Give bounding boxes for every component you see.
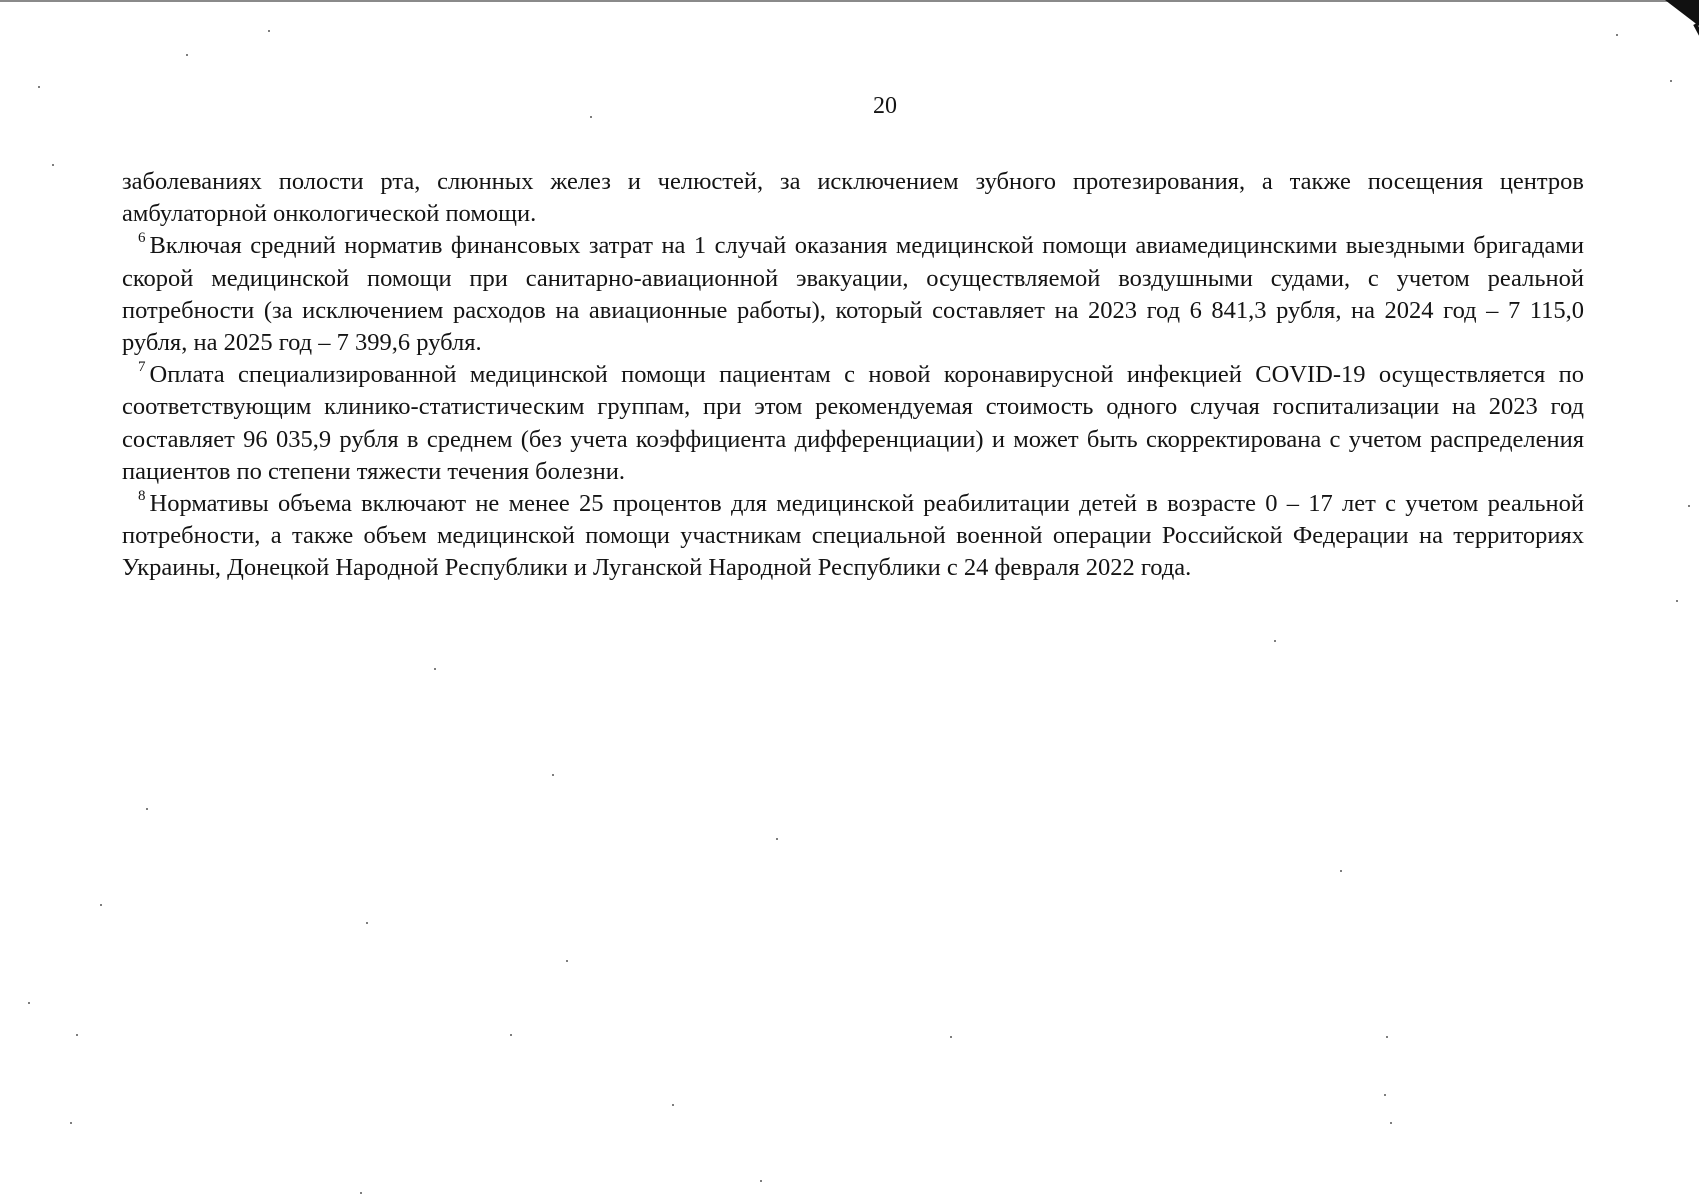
footnote-text-6: Включая средний норматив финансовых затрат на 1 случай оказания медицинской помощи авиамедицинскими выездными бригадами скорой медицинской помощи при санитарно-авиационной эвакуации, осуществляемой воздушными судами, с учетом реальной потребности (за исключением расходов на авиационные работы), который составляет на 2023 год 6 841,3 рубля, на 2024 год – 7 115,0 рубля, на 2025 год – 7 399,6 рубля. — [122, 232, 1584, 357]
page-body — [122, 166, 1584, 585]
scan-speck — [38, 86, 40, 88]
page-number: 20 — [873, 93, 897, 119]
scan-speck — [1274, 640, 1276, 642]
footnote-8 — [122, 488, 1584, 585]
scan-speck — [566, 960, 568, 962]
scan-speck — [76, 1034, 78, 1036]
scan-top-edge — [0, 0, 1699, 2]
footnote-text-7: Оплата специализированной медицинской помощи пациентам с новой коронавирусной инфекцией COVID-19 осуществляется по соответствующим клинико-статистическим группам, при этом рекомендуемая стоимость одного случая госпитализации на 2023 год составляет 96 035,9 рубля в среднем (без учета коэффициента дифференциации) и может быть скорректирована с учетом распределения пациентов по степени тяжести течения болезни. — [122, 361, 1584, 485]
scan-corner-tail — [1693, 23, 1699, 58]
scan-speck — [760, 1180, 762, 1182]
scan-speck — [1688, 505, 1690, 507]
scan-speck — [366, 922, 368, 924]
scan-speck — [1384, 1094, 1386, 1096]
scan-speck — [552, 774, 554, 776]
footnote-marker-6: 6 — [138, 230, 146, 247]
scan-speck — [1616, 34, 1618, 36]
scan-speck — [28, 1002, 30, 1004]
scan-speck — [510, 1034, 512, 1036]
scan-speck — [360, 1192, 362, 1194]
scan-speck — [146, 808, 148, 810]
scan-corner-mark — [1665, 0, 1699, 26]
footnote-marker-7: 7 — [138, 359, 146, 376]
footnote-7 — [122, 359, 1584, 488]
scan-speck — [1676, 600, 1678, 602]
footnote-text-8: Нормативы объема включают не менее 25 процентов для медицинской реабилитации детей в возрасте 0 – 17 лет с учетом реальной потребности, а также объем медицинской помощи участникам специальной военной операции Российской Федерации на территориях Украины, Донецкой Народной Республики и Луганской Народной Республики с 24 февраля 2022 года. — [122, 490, 1584, 582]
continuation-paragraph: заболеваниях полости рта, слюнных желез и челюстей, за исключением зубного протезирования, а также посещения центров амбулаторной онкологической помощи. — [122, 168, 1584, 228]
scan-speck — [186, 54, 188, 56]
footnote-6 — [122, 230, 1584, 359]
scan-speck — [70, 1122, 72, 1124]
scan-speck — [672, 1104, 674, 1106]
scan-speck — [1340, 870, 1342, 872]
scan-speck — [268, 30, 270, 32]
scan-speck — [1386, 1036, 1388, 1038]
scan-speck — [100, 904, 102, 906]
scan-speck — [1390, 1122, 1392, 1124]
scan-speck — [1670, 80, 1672, 82]
scan-speck — [950, 1036, 952, 1038]
scan-speck — [776, 838, 778, 840]
footnote-marker-8: 8 — [138, 487, 146, 504]
scan-speck — [52, 164, 54, 166]
scan-speck — [434, 668, 436, 670]
scan-speck — [590, 116, 592, 118]
